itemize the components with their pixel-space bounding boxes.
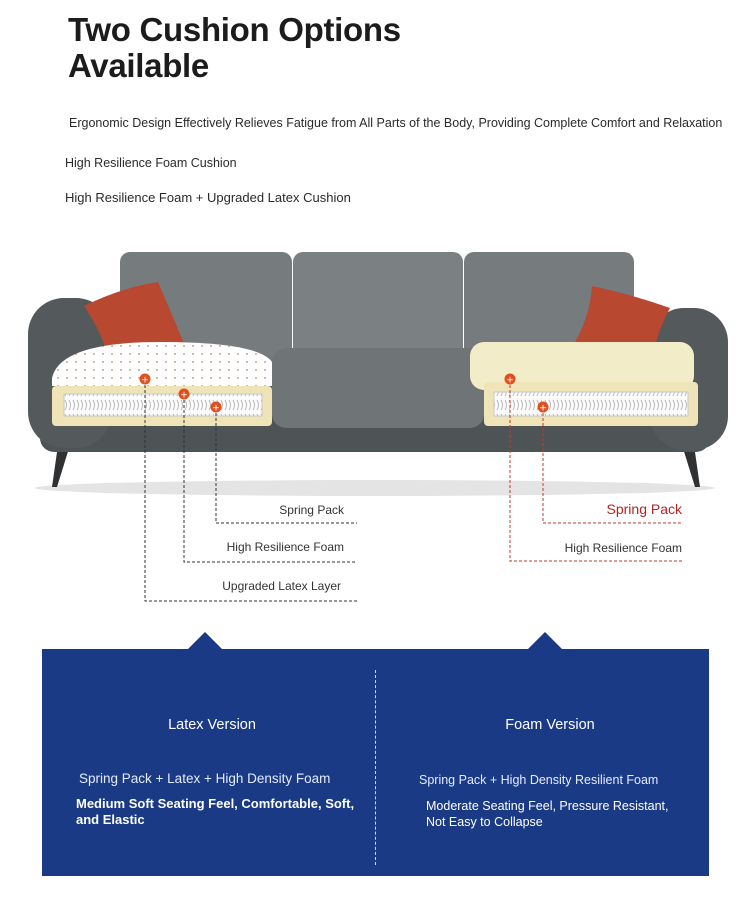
- callout-foam: High Resilience Foam: [226, 540, 344, 554]
- seat-cushion-middle: [272, 348, 484, 428]
- seat-spring-pack-right: [494, 392, 688, 416]
- latex-feel: Medium Soft Seating Feel, Comfortable, Soft, and Elastic: [76, 796, 355, 827]
- option-latex-label: High Resilience Foam + Upgraded Latex Cushion: [65, 190, 351, 205]
- callout-foam-right: High Resilience Foam: [564, 541, 682, 555]
- foam-feel: Moderate Seating Feel, Pressure Resistant, Not Easy to Collapse: [426, 799, 669, 829]
- callout-spring-pack-right: Spring Pack: [606, 501, 682, 517]
- floor-shadow: [35, 480, 715, 496]
- svg-text:+: +: [180, 390, 188, 401]
- title-line-1: Two Cushion Options: [68, 11, 401, 48]
- callout-latex: Upgraded Latex Layer: [222, 579, 341, 593]
- latex-composition: Spring Pack + Latex + High Density Foam: [79, 771, 331, 786]
- foam-composition: Spring Pack + High Density Resilient Foam: [419, 773, 659, 787]
- svg-text:+: +: [506, 375, 514, 386]
- option-foam-label: High Resilience Foam Cushion: [65, 156, 237, 170]
- seat-spring-pack-left: [64, 394, 262, 416]
- sofa-illustration: [0, 230, 750, 630]
- panel-notch-left: [188, 632, 222, 649]
- svg-text:+: +: [539, 403, 547, 414]
- latex-version-title: Latex Version: [168, 717, 256, 733]
- svg-text:+: +: [212, 403, 220, 414]
- svg-text:+: +: [141, 375, 149, 386]
- callout-spring-pack: Spring Pack: [279, 503, 344, 517]
- panel-notch-right: [528, 632, 562, 649]
- panel-divider: [375, 670, 376, 865]
- title-line-2: Available: [68, 47, 209, 84]
- foam-version-title: Foam Version: [505, 717, 595, 733]
- page-title: [68, 12, 401, 84]
- subtitle: Ergonomic Design Effectively Relieves Fatigue from All Parts of the Body, Providing Complete Comfort and Relaxation: [69, 116, 723, 130]
